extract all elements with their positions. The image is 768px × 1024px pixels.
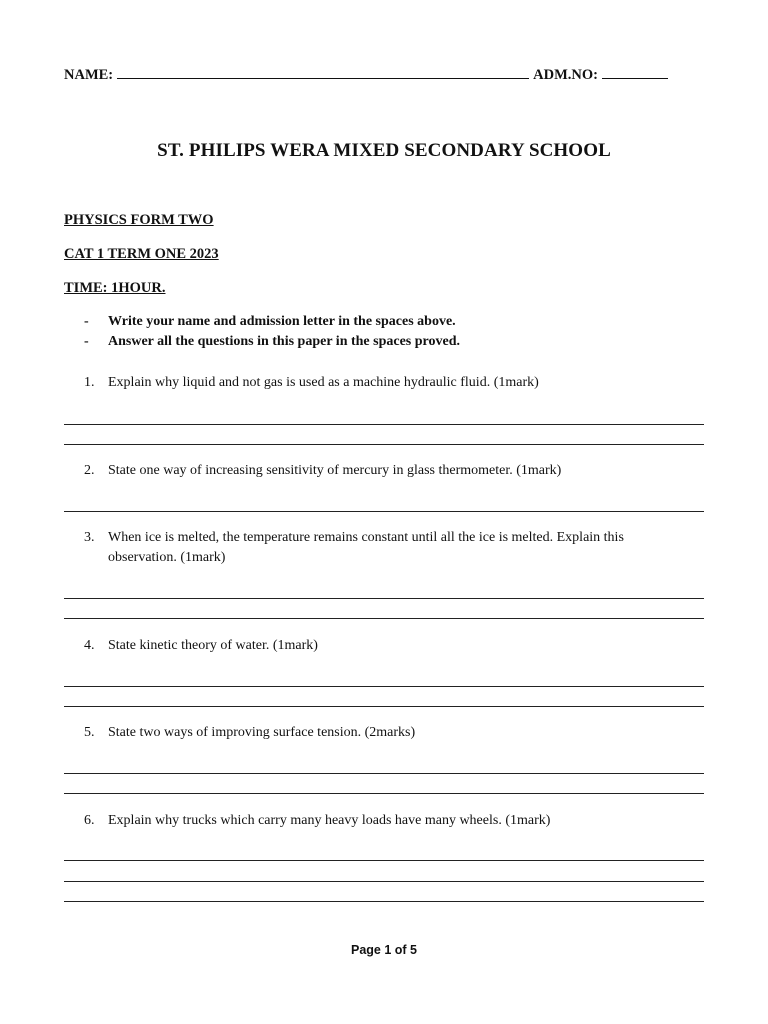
- page-of: of: [391, 943, 411, 957]
- question-text: State kinetic theory of water. (1mark): [108, 638, 318, 653]
- question-text: Explain why liquid and not gas is used as a machine hydraulic fluid. (1mark): [108, 375, 539, 390]
- page-total: 5: [410, 943, 417, 957]
- question-number: 2.: [84, 463, 95, 478]
- answer-line[interactable]: [64, 444, 704, 445]
- instruction-text: Write your name and admission letter in the spaces above.: [108, 314, 456, 329]
- question-number: 1.: [84, 375, 95, 390]
- page-current: 1: [384, 943, 392, 957]
- question-text: Explain why trucks which carry many heavy loads have many wheels. (1mark): [108, 813, 551, 828]
- answer-line[interactable]: [64, 424, 704, 425]
- name-label: NAME:: [64, 67, 114, 83]
- instruction-item: [84, 334, 460, 350]
- question-text: When ice is melted, the temperature remains constant until all the ice is melted. Explain this observation. (1mark): [108, 530, 624, 565]
- question-number: 5.: [84, 725, 95, 740]
- question-item: [84, 723, 684, 743]
- name-blank: [117, 64, 529, 79]
- question-item: [84, 528, 684, 568]
- time-heading: TIME: 1HOUR.: [64, 280, 166, 296]
- question-number: 3.: [84, 530, 95, 545]
- instruction-text: Answer all the questions in this paper in the spaces proved.: [108, 334, 460, 349]
- answer-line[interactable]: [64, 511, 704, 512]
- answer-line[interactable]: [64, 686, 704, 687]
- question-text: State two ways of improving surface tension. (2marks): [108, 725, 416, 740]
- adm-label: ADM.NO:: [533, 67, 598, 83]
- question-text: State one way of increasing sensitivity of mercury in glass thermometer. (1mark): [108, 463, 562, 478]
- question-item: [84, 636, 684, 656]
- page-prefix: Page: [350, 943, 385, 957]
- page-footer: [0, 943, 768, 957]
- adm-blank: [602, 64, 668, 79]
- question-item: [84, 811, 684, 831]
- question-number: 6.: [84, 813, 95, 828]
- answer-line[interactable]: [64, 598, 704, 599]
- question-item: [84, 461, 684, 481]
- question-item: [84, 373, 684, 393]
- instruction-item: [84, 314, 456, 330]
- answer-line[interactable]: [64, 793, 704, 794]
- answer-line[interactable]: [64, 618, 704, 619]
- name-admission-line: [64, 64, 704, 84]
- cat-heading: CAT 1 TERM ONE 2023: [64, 246, 219, 262]
- subject-heading: PHYSICS FORM TWO: [64, 212, 214, 228]
- answer-line[interactable]: [64, 706, 704, 707]
- answer-line[interactable]: [64, 881, 704, 882]
- answer-line[interactable]: [64, 901, 704, 902]
- school-title: ST. PHILIPS WERA MIXED SECONDARY SCHOOL: [157, 140, 611, 161]
- instruction-dash: -: [84, 334, 89, 349]
- answer-line[interactable]: [64, 860, 704, 861]
- instruction-dash: -: [84, 314, 89, 329]
- answer-line[interactable]: [64, 773, 704, 774]
- question-number: 4.: [84, 638, 95, 653]
